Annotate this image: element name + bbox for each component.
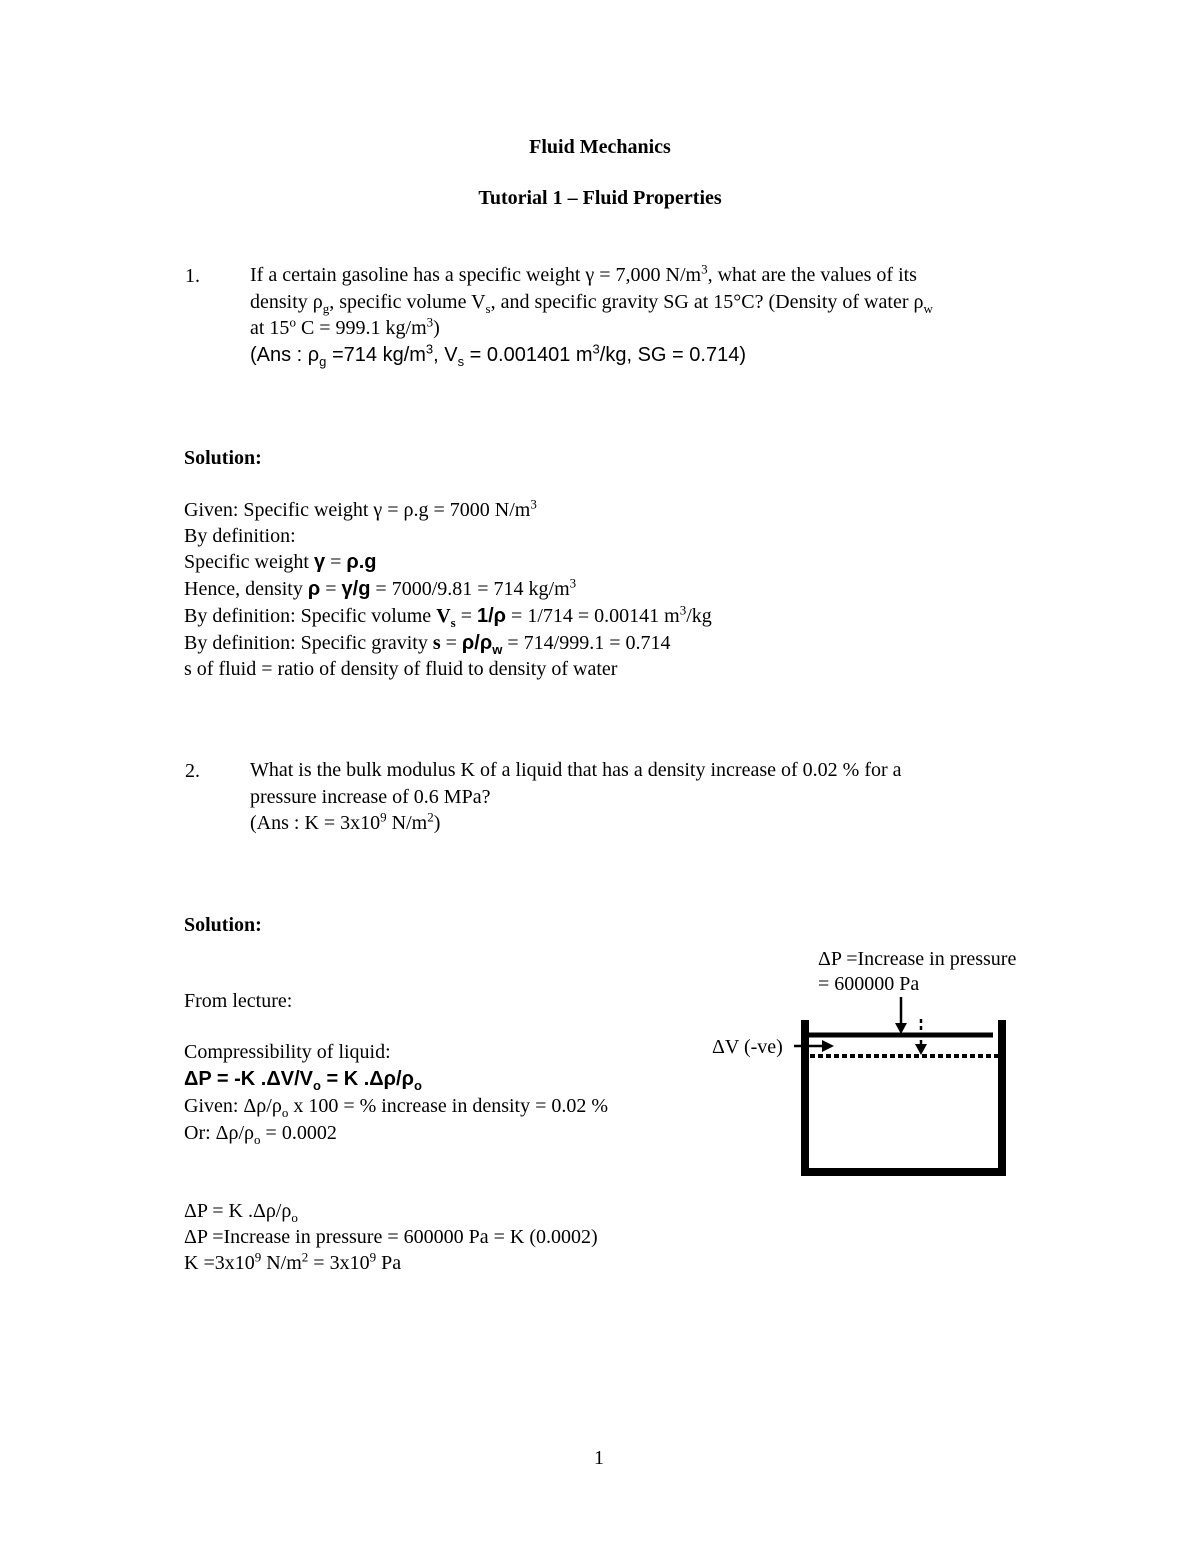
sol1-by-definition: By definition: [184, 525, 296, 547]
q1-answer: (Ans : $\rho_g =714$ $kg/m^3$, $V_s = 0.001401$ $m^3/kg$, SG = 0.714) [250, 340, 746, 369]
q1-line-1: If a certain gasoline has a specific weight γ = 7,000 $N/m^3$, what are the values of its [250, 261, 917, 286]
q1-line-2: density $\rho_g$, specific volume $V_s$, and specific gravity SG at 15°C? (Density of water $\rho_w$ [250, 290, 933, 316]
sol1-note: s of fluid = ratio of density of fluid to density of water [184, 658, 618, 680]
page-number: 1 [594, 1447, 604, 1469]
sol2-result-3: $K =3x10^9$ $N/m^2 = 3x10^9$ Pa [184, 1249, 402, 1274]
sol1-density: Hence, density ρ = γ/g = 7000/9.81 = 714 $kg/m^3$ [184, 575, 577, 600]
sol2-given: Given: $\Delta\rho/\rho_o$ x 100 = % increase in density = 0.02 % [184, 1095, 609, 1120]
tutorial-subtitle: Tutorial 1 – Fluid Properties [478, 187, 722, 209]
sol1-specific-volume: By definition: Specific volume $V_s = 1/\rho = 1/714 = 0.00141$ $m^3/kg$ [184, 602, 712, 630]
displacement-arrowhead [915, 1044, 927, 1055]
sol2-compressibility: Compressibility of liquid: [184, 1041, 391, 1063]
pressure-arrowhead [895, 1023, 907, 1034]
container-walls [805, 1020, 1002, 1172]
question-1-number: 1. [185, 265, 200, 287]
q1-line-3: at 15$^o$ C = 999.1 $kg/m^3$) [250, 314, 440, 339]
sol2-from-lecture: From lecture: [184, 990, 293, 1012]
diagram-pressure-label-line-2: = 600000 Pa [818, 973, 920, 995]
sol2-equation: ΔP = -K $.\Delta V/V_o = K$ $.\Delta\rho/\rho_o$ [184, 1068, 422, 1093]
q2-line-1: What is the bulk modulus K of a liquid that has a density increase of 0.02 % for a [250, 759, 902, 781]
diagram-volume-change-label: ΔV (-ve) [712, 1036, 783, 1058]
solution-1-heading: Solution: [184, 447, 262, 469]
sol2-result-2: ΔP =Increase in pressure = 600000 Pa = K (0.0002) [184, 1226, 598, 1248]
solution-2-heading: Solution: [184, 914, 262, 936]
q2-line-2: pressure increase of 0.6 MPa? [250, 785, 491, 808]
sol1-specific-weight: Specific weight γ = ρ.g [184, 551, 377, 573]
sol1-specific-gravity: By definition: Specific gravity $s = \rho/\rho_w = 714/999.1 = 0.714$ [184, 632, 671, 657]
sol2-or: Or: $\Delta\rho/\rho_o = 0.0002$ [184, 1122, 337, 1147]
document-title: Fluid Mechanics [529, 136, 671, 158]
question-2-number: 2. [185, 760, 200, 782]
sol1-given: Given: Specific weight γ = ρ.g = 7000 $N/m^3$ [184, 496, 537, 521]
sol2-result-1: ΔP = K $.\Delta\rho/\rho_o$ [184, 1200, 298, 1225]
q2-answer: (Ans : $K = 3x10^9$ $N/m^2$) [250, 809, 441, 834]
diagram-pressure-label-line-1: ΔP =Increase in pressure [818, 948, 1017, 970]
volume-arrowhead [822, 1040, 834, 1052]
